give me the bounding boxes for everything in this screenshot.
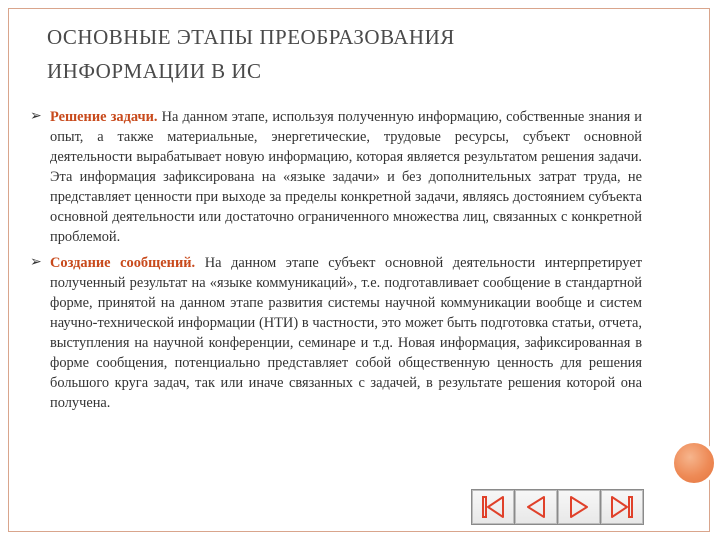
bullet-text-2 [50,253,642,413]
previous-slide-button[interactable] [515,490,557,524]
title-line-1: ОСНОВНЫЕ ЭТАПЫ ПРЕОБРАЗОВАНИЯ [47,25,455,49]
bullet-item-2 [30,253,642,413]
last-slide-button[interactable] [601,490,643,524]
previous-slide-icon [522,494,550,520]
arrow-bullet-icon: ➢ [30,108,42,124]
slide-content [30,107,642,413]
next-slide-button[interactable] [558,490,600,524]
arrow-bullet-icon: ➢ [30,254,42,270]
bullet-item-1 [30,107,642,247]
first-slide-icon [479,494,507,520]
last-slide-icon [608,494,636,520]
bullet-lead-2: Создание сообщений. [50,255,196,271]
slide-title [47,20,647,88]
slide-navigation [471,489,644,525]
bullet-body-1: На данном этапе, используя полученную информацию, собственные знания и опыт, а также материальные, энергетические, трудовые ресурсы, субъект основной деятельности вырабатывает новую информацию, которая является результатом решения задачи. Эта информация зафиксирована на «языке задачи» и без дополнительных затрат труда, не представляет ценности при выходе за пределы конкретной задачи, являясь достоянием субъекта основной деятельности или достаточно ограниченного множества лиц, связанных с конкретной проблемой. [50,109,642,245]
bullet-lead-1: Решение задачи. [50,109,158,125]
next-slide-icon [565,494,593,520]
decorative-circle [671,440,717,486]
bullet-body-2: На данном этапе субъект основной деятельности интерпретирует полученный результат на «языке коммуникаций», т.е. подготавливает сообщение в стандартной форме, принятой на данном этапе развития системы научной коммуникации вообще и систем научно-технической информации (НТИ) в частности, это может быть подготовка статьи, отчета, выступления на научной конференции, семинаре и т.д. Новая информация, зафиксированная в форме сообщения, потенциально представляет собой общественную ценность для решения большого круга задач, так или иначе связанных с задачей, в результате решения которой она получена. [50,255,642,411]
bullet-text-1 [50,107,642,247]
first-slide-button[interactable] [472,490,514,524]
title-line-2: ИНФОРМАЦИИ В ИС [47,59,262,83]
